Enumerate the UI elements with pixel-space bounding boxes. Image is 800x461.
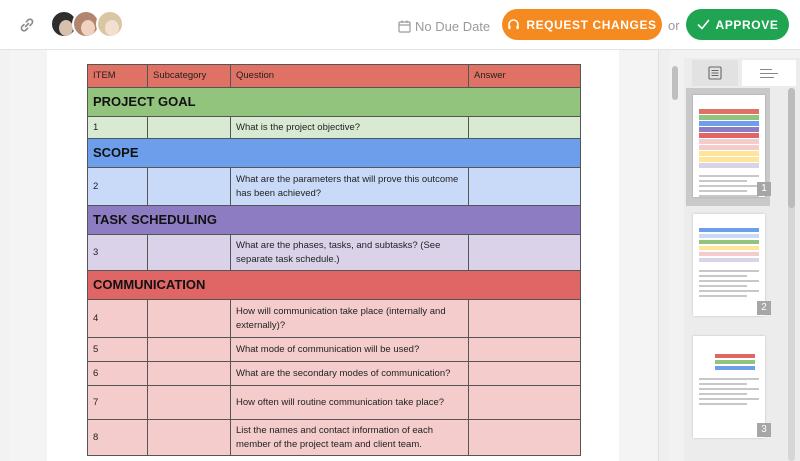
cell-item: 4 <box>88 300 148 338</box>
thumbnail-text-line <box>699 398 759 400</box>
thumbnail-band <box>715 366 755 370</box>
column-header: Question <box>231 65 469 88</box>
thumbnail-text-line <box>699 275 747 277</box>
section-title: TASK SCHEDULING <box>88 206 581 235</box>
thumbnail-text-line <box>699 285 747 287</box>
approve-button[interactable] <box>686 9 789 40</box>
thumbnails-icon <box>708 66 722 80</box>
column-header: Answer <box>469 65 581 88</box>
section-title: SCOPE <box>88 139 581 168</box>
thumbnail-text-line <box>699 185 759 187</box>
section-title: COMMUNICATION <box>88 271 581 300</box>
table-row <box>88 117 581 139</box>
cell-answer <box>469 386 581 420</box>
thumbnail-text-line <box>699 280 759 282</box>
cell-answer <box>469 300 581 338</box>
tab-thumbnails[interactable] <box>692 60 738 86</box>
thumbnail-band <box>715 360 755 364</box>
document-scrollbar-thumb[interactable] <box>672 66 678 100</box>
cell-subcategory <box>148 117 231 139</box>
section-header-row <box>88 206 581 235</box>
outline-icon <box>760 66 778 81</box>
section-header-row <box>88 88 581 117</box>
section-title: PROJECT GOAL <box>88 88 581 117</box>
cell-item: 2 <box>88 168 148 206</box>
cell-subcategory <box>148 338 231 362</box>
page-thumbnail[interactable] <box>693 95 765 197</box>
cell-answer <box>469 168 581 206</box>
page-thumbnail[interactable] <box>693 336 765 438</box>
cell-answer <box>469 420 581 456</box>
thumbnail-text-line <box>699 403 747 405</box>
due-date[interactable] <box>398 17 490 35</box>
thumbnail-text-line <box>699 200 747 202</box>
thumbnail-band <box>699 228 759 232</box>
cell-subcategory <box>148 386 231 420</box>
column-header: ITEM <box>88 65 148 88</box>
checkmark-icon <box>697 18 710 31</box>
thumbnail-band <box>699 246 759 250</box>
cell-question: What is the project objective? <box>231 117 469 139</box>
cell-question: What are the phases, tasks, and subtasks? (See separate task schedule.) <box>231 235 469 271</box>
sidebar-scrollbar-thumb[interactable] <box>788 88 795 208</box>
thumbnail-text-line <box>699 270 759 272</box>
cell-item: 3 <box>88 235 148 271</box>
cell-subcategory <box>148 362 231 386</box>
cell-item: 8 <box>88 420 148 456</box>
thumbnail-band <box>699 258 759 262</box>
thumbnail-text-line <box>699 180 747 182</box>
headset-icon <box>507 18 520 31</box>
thumbnail-band <box>699 252 759 256</box>
cell-answer <box>469 362 581 386</box>
thumbnail-band <box>699 163 759 168</box>
thumbnail-band <box>699 109 759 114</box>
thumbnail-text-line <box>699 295 747 297</box>
table-row <box>88 168 581 206</box>
thumbnail-text-line <box>699 378 759 380</box>
cell-answer <box>469 235 581 271</box>
section-header-row <box>88 139 581 168</box>
document-viewer[interactable] <box>10 50 658 461</box>
approve-label: APPROVE <box>715 17 779 32</box>
cell-item: 6 <box>88 362 148 386</box>
thumbnail-band <box>699 234 759 238</box>
thumbnail-text-line <box>699 290 759 292</box>
cell-subcategory <box>148 168 231 206</box>
thumbnail-band <box>699 139 759 144</box>
calendar-icon <box>398 20 411 33</box>
link-icon[interactable] <box>17 15 37 35</box>
table-row <box>88 235 581 271</box>
cell-item: 1 <box>88 117 148 139</box>
thumbnail-band <box>699 240 759 244</box>
table-row <box>88 362 581 386</box>
thumbnail-page-number: 2 <box>757 301 771 315</box>
table-row <box>88 300 581 338</box>
thumbnail-band <box>699 115 759 120</box>
project-plan-table <box>87 64 581 456</box>
thumbnail-text-line <box>699 175 759 177</box>
or-label: or <box>668 18 680 33</box>
cell-question: What are the parameters that will prove this outcome has been achieved? <box>231 168 469 206</box>
request-changes-label: REQUEST CHANGES <box>526 17 657 32</box>
thumbnail-band <box>699 121 759 126</box>
cell-question: List the names and contact information of each member of the project team and client team. <box>231 420 469 456</box>
thumbnail-band <box>699 145 759 150</box>
table-row <box>88 420 581 456</box>
cell-question: How often will routine communication take place? <box>231 386 469 420</box>
thumbnail-text-line <box>699 190 747 192</box>
top-toolbar <box>0 0 800 50</box>
thumbnail-text-line <box>699 393 747 395</box>
thumbnail-text-line <box>699 195 759 197</box>
cell-answer <box>469 338 581 362</box>
thumbnail-page-number: 3 <box>757 423 771 437</box>
cell-question: What mode of communication will be used? <box>231 338 469 362</box>
thumbnail-band <box>715 354 755 358</box>
thumbnail-band <box>699 151 759 156</box>
document-page <box>47 50 619 461</box>
table-header-row <box>88 65 581 88</box>
cell-question: What are the secondary modes of communication? <box>231 362 469 386</box>
column-header: Subcategory <box>148 65 231 88</box>
cell-answer <box>469 117 581 139</box>
avatar[interactable] <box>96 10 124 38</box>
cell-item: 5 <box>88 338 148 362</box>
section-header-row <box>88 271 581 300</box>
thumbnail-text-line <box>699 383 747 385</box>
tab-outline[interactable] <box>742 60 796 86</box>
cell-question: How will communication take place (internally and externally)? <box>231 300 469 338</box>
request-changes-button[interactable] <box>502 9 662 40</box>
page-thumbnail[interactable] <box>693 214 765 316</box>
cell-subcategory <box>148 420 231 456</box>
thumbnail-text-line <box>699 388 759 390</box>
table-row <box>88 338 581 362</box>
due-date-label: No Due Date <box>415 18 491 34</box>
table-row <box>88 386 581 420</box>
cell-subcategory <box>148 235 231 271</box>
thumbnail-page-number: 1 <box>757 182 771 196</box>
document-scrollbar-track[interactable] <box>658 50 670 461</box>
thumbnail-band <box>699 157 759 162</box>
thumbnail-band <box>699 133 759 138</box>
cell-item: 7 <box>88 386 148 420</box>
thumbnail-band <box>699 127 759 132</box>
cell-subcategory <box>148 300 231 338</box>
